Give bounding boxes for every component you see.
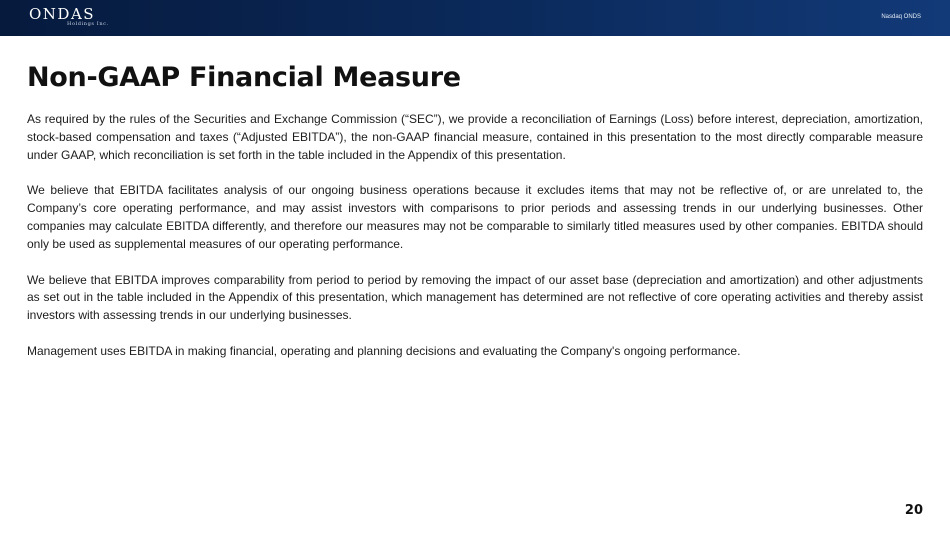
page-number: 20: [904, 503, 923, 518]
slide-body: [27, 111, 923, 379]
company-logo: [29, 6, 119, 30]
logo-subtext: Holdings Inc.: [67, 21, 109, 27]
slide-title: Non-GAAP Financial Measure: [27, 62, 461, 93]
ticker-label: Nasdaq ONDS: [881, 14, 921, 20]
header-bar: [0, 0, 950, 36]
paragraph-sec-reconciliation: As required by the rules of the Securities and Exchange Commission (“SEC”), we provide a reconciliation of Earnings (Loss) before interest, depreciation, amortization, stock-based compensation and taxes (“Adjusted EBITDA”), the non-GAAP financial measure, contained in this presentation to the most directly comparable measure under GAAP, which reconciliation is set forth in the table included in the Appendix of this presentation.: [27, 112, 923, 162]
paragraph-ebitda-comparability: We believe that EBITDA improves comparability from period to period by removing the impact of our asset base (depreciation and amortization) and other adjustments as set out in the table included in the Appendix of this presentation, which management has determined are not reflective of core operating activities and thereby assist investors with assessing trends in our underlying businesses.: [27, 272, 923, 323]
paragraph-ebitda-analysis: We believe that EBITDA facilitates analysis of our ongoing business operations because it excludes items that may not be reflective of, or are unrelated to, the Company’s core operating performance, and may assist investors with comparisons to prior periods and assessing trends in our underlying businesses. Other companies may calculate EBITDA differently, and therefore our measures may not be comparable to similarly titled measures used by other companies. EBITDA should only be used as supplemental measures of our operating performance.: [27, 183, 923, 251]
paragraph-management-use: Management uses EBITDA in making financial, operating and planning decisions and evaluating the Company's ongoing performance.: [27, 343, 741, 358]
logo-wordmark: ONDAS: [29, 5, 96, 23]
